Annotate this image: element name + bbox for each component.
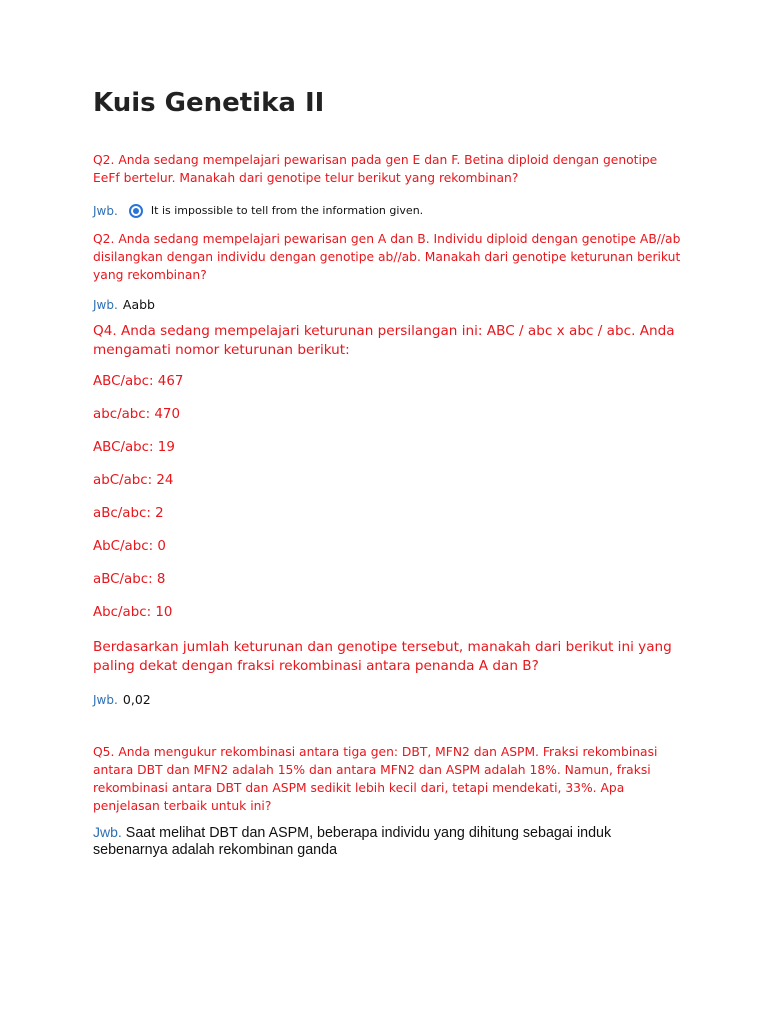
offspring-count: ABC/abc: 467 bbox=[93, 374, 184, 389]
offspring-count: AbC/abc: 0 bbox=[93, 539, 166, 554]
answer-prefix: Jwb. bbox=[93, 693, 118, 707]
offspring-count: ABC/abc: 19 bbox=[93, 440, 175, 455]
answer-text: 0,02 bbox=[122, 692, 151, 707]
question-5-answer bbox=[93, 824, 673, 859]
question-1-answer bbox=[93, 200, 683, 219]
offspring-count: aBC/abc: 8 bbox=[93, 572, 166, 587]
answer-prefix: Jwb. bbox=[93, 824, 122, 840]
answer-text: Saat melihat DBT dan ASPM, beberapa individu yang dihitung sebagai induk sebenarnya adalah rekombinan ganda bbox=[93, 825, 612, 858]
question-2-text: Q2. Anda sedang mempelajari pewarisan gen A dan B. Individu diploid dengan genotipe AB//ab disilangkan dengan individu dengan genotipe ab//ab. Manakah dari genotipe keturunan berikut yang rekombinan? bbox=[93, 232, 681, 282]
question-4-prompt: Berdasarkan jumlah keturunan dan genotipe tersebut, manakah dari berikut ini yang paling dekat dengan fraksi rekombinasi antara penanda A dan B? bbox=[93, 639, 672, 674]
question-4-answer bbox=[93, 689, 683, 708]
offspring-count: aBc/abc: 2 bbox=[93, 506, 164, 521]
offspring-count: abC/abc: 24 bbox=[93, 473, 174, 488]
question-4-intro: Q4. Anda sedang mempelajari keturunan persilangan ini: ABC / abc x abc / abc. Anda mengamati nomor keturunan berikut: bbox=[93, 323, 675, 358]
answer-option[interactable] bbox=[129, 204, 423, 218]
question-1-text: Q2. Anda sedang mempelajari pewarisan pada gen E dan F. Betina diploid dengan genotipe EeFf bertelur. Manakah dari genotipe telur berikut yang rekombinan? bbox=[93, 153, 658, 185]
question-2-answer bbox=[93, 294, 683, 313]
answer-option-label: It is impossible to tell from the information given. bbox=[150, 204, 424, 217]
offspring-count: Abc/abc: 10 bbox=[93, 605, 173, 620]
question-5-text: Q5. Anda mengukur rekombinasi antara tiga gen: DBT, MFN2 dan ASPM. Fraksi rekombinasi antara DBT dan MFN2 adalah 15% dan antara MFN2 dan ASPM adalah 18%. Namun, fraksi rekombinasi antara DBT dan ASPM sedikit lebih kecil dari, tetapi mendekati, 33%. Apa penjelasan terbaik untuk ini? bbox=[93, 745, 658, 813]
radio-selected-icon[interactable] bbox=[129, 204, 143, 218]
offspring-count: abc/abc: 470 bbox=[93, 407, 180, 422]
answer-prefix: Jwb. bbox=[93, 298, 118, 312]
answer-text: Aabb bbox=[122, 297, 155, 312]
answer-prefix: Jwb. bbox=[93, 204, 118, 218]
page-title: Kuis Genetika II bbox=[93, 88, 325, 118]
